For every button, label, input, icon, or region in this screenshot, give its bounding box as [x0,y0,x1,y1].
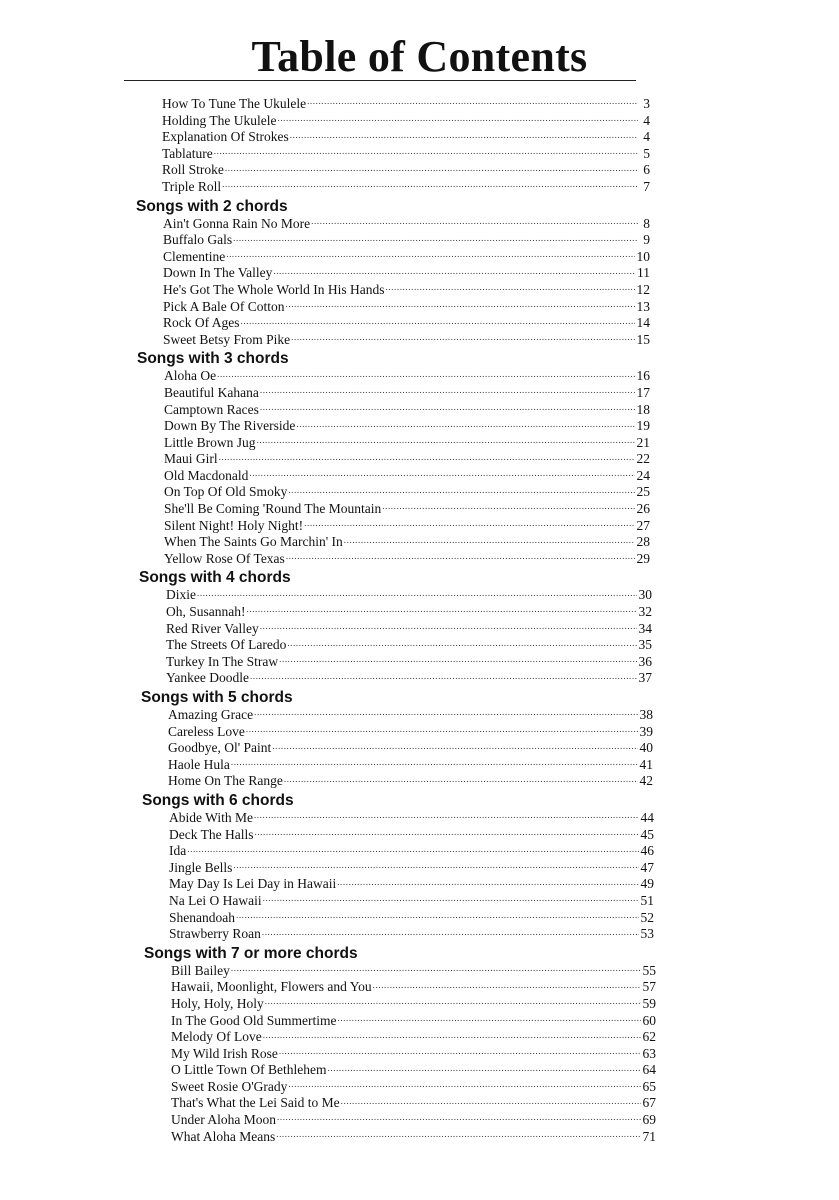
toc-entry [166,637,652,654]
entry-page-number: 8 [643,215,650,231]
toc-entry [162,146,650,163]
toc-entry [163,216,650,233]
entry-title: Na Lei O Hawaii [169,892,262,908]
dot-leader [337,877,638,888]
entry-title: Down By The Riverside [164,418,296,434]
entry-title: On Top Of Old Smoky [164,484,288,500]
entry-page-number: 53 [640,926,654,942]
dot-leader [217,369,634,380]
entry-title: Silent Night! Holy Night! [164,517,304,533]
toc-entry [164,468,650,485]
entry-page-number: 65 [642,1078,656,1094]
dot-leader [272,741,637,752]
entry-page-number: 41 [639,756,653,772]
entry-page-number: 39 [639,723,653,739]
entry-title: Haole Hula [168,756,230,772]
dot-leader [260,386,635,397]
entry-title: Jingle Bells [169,859,233,875]
entry-title: When The Saints Go Marchin' In [164,534,343,550]
dot-leader [254,708,637,719]
toc-entry [162,96,650,113]
dot-leader [246,725,638,736]
entry-page-number: 4 [643,129,650,145]
dot-leader [263,894,639,905]
toc-entry [162,179,650,196]
toc-entry [169,876,654,893]
toc-entry [164,385,650,402]
toc-entry [166,604,652,621]
entry-page-number: 19 [636,418,650,434]
entry-page-number: 36 [638,653,652,669]
dot-leader [260,622,637,633]
toc-entry [171,963,656,980]
intro-group [162,96,650,196]
entry-title: Triple Roll [162,178,222,194]
entry-title: Amazing Grace [168,707,254,722]
entry-page-number: 21 [636,434,650,450]
entry-page-number: 59 [642,995,656,1011]
dot-leader [231,964,641,975]
entry-page-number: 44 [640,809,654,825]
dot-leader [214,147,638,158]
dot-leader [304,519,634,530]
toc-entry [171,1095,656,1112]
toc-entry [168,724,653,741]
entry-page-number: 62 [642,1029,656,1045]
dot-leader [236,911,639,922]
dot-leader [279,1047,641,1058]
entry-title: Turkey In The Straw [166,653,279,669]
entry-title: Sweet Betsy From Pike [163,331,291,347]
entry-title: Maui Girl [164,451,218,467]
toc-entry [163,299,650,316]
table-of-contents [0,96,839,1145]
entry-title: My Wild Irish Rose [171,1045,278,1061]
entry-page-number: 9 [643,232,650,248]
toc-entry [163,249,650,266]
toc-entry [171,979,656,996]
toc-entry [164,484,650,501]
section-entries [164,368,650,567]
dot-leader [219,452,635,463]
entry-title: Red River Valley [166,620,259,636]
entry-title: Little Brown Jug [164,434,256,450]
dot-leader [337,1014,640,1025]
toc-entry [164,518,650,535]
entry-title: In The Good Old Summertime [171,1012,337,1028]
section-entries [166,587,652,687]
section-7-or-more-chords [0,945,839,1146]
dot-leader [222,180,638,191]
entry-page-number: 3 [643,96,650,111]
toc-entry [168,740,653,757]
entry-page-number: 42 [639,773,653,789]
entry-title: Under Aloha Moon [171,1112,276,1128]
dot-leader [290,130,638,141]
entry-page-number: 52 [640,909,654,925]
entry-title: Home On The Range [168,773,283,789]
entry-page-number: 16 [636,368,650,384]
dot-leader [373,980,641,991]
entry-title: Aloha Oe [164,368,217,384]
section-heading: Songs with 7 or more chords [144,944,358,962]
toc-entry [168,773,653,790]
section-entries [168,707,653,790]
page-title: Table of Contents [251,32,588,81]
dot-leader [265,997,641,1008]
entry-title: Holy, Holy, Holy [171,995,264,1011]
entry-title: Tablature [162,145,213,161]
dot-leader [277,114,638,125]
entry-page-number: 45 [640,826,654,842]
entry-page-number: 27 [636,517,650,533]
dot-leader [382,502,634,513]
toc-entry [164,368,650,385]
dot-leader [287,638,636,649]
entry-title: Strawberry Roan [169,926,261,942]
toc-entry [166,654,652,671]
entry-page-number: 13 [636,298,650,314]
section-5-chords [0,689,839,790]
toc-entry [166,587,652,604]
entry-page-number: 49 [640,876,654,892]
entry-page-number: 37 [638,670,652,686]
dot-leader [225,163,638,174]
dot-leader [307,97,638,108]
entry-page-number: 17 [636,384,650,400]
entry-title: Dixie [166,587,196,603]
toc-entry [163,315,650,332]
toc-entry [164,501,650,518]
entry-page-number: 69 [642,1112,656,1128]
section-4-chords [0,569,839,687]
entry-page-number: 24 [636,467,650,483]
entry-title: Deck The Halls [169,826,254,842]
entry-page-number: 14 [636,315,650,331]
dot-leader [254,811,639,822]
section-entries [163,216,650,349]
entry-page-number: 32 [638,604,652,620]
entry-title: Rock Of Ages [163,315,240,331]
entry-page-number: 55 [642,962,656,978]
dot-leader [226,250,634,261]
dot-leader [286,552,635,563]
entry-page-number: 71 [642,1128,656,1144]
entry-title: He's Got The Whole World In His Hands [163,281,385,297]
entry-page-number: 28 [636,534,650,550]
dot-leader [276,1130,640,1141]
entry-title: Old Macdonald [164,467,249,483]
dot-leader [263,1030,641,1041]
entry-page-number: 51 [640,892,654,908]
entry-title: Down In The Valley [163,265,273,281]
entry-page-number: 15 [636,331,650,347]
dot-leader [233,233,638,244]
dot-leader [233,861,638,872]
toc-entry [164,451,650,468]
entry-title: She'll Be Coming 'Round The Mountain [164,501,382,517]
dot-leader [328,1063,641,1074]
dot-leader [187,844,638,855]
entry-title: Clementine [163,248,226,264]
entry-title: Careless Love [168,723,245,739]
entry-page-number: 40 [639,740,653,756]
section-heading: Songs with 5 chords [141,689,293,706]
entry-page-number: 18 [636,401,650,417]
section-6-chords [0,792,839,943]
toc-entry [169,893,654,910]
toc-entry [171,1046,656,1063]
toc-entry [171,996,656,1013]
entry-page-number: 7 [643,178,650,194]
dot-leader [341,1096,641,1107]
entry-page-number: 34 [638,620,652,636]
toc-entry [164,534,650,551]
dot-leader [277,1113,641,1124]
entry-title: That's What the Lei Said to Me [171,1095,340,1111]
toc-entry [171,1079,656,1096]
entry-page-number: 11 [637,265,650,281]
title-divider [124,80,636,81]
entry-page-number: 10 [636,248,650,264]
toc-entry [162,113,650,130]
dot-leader [231,758,638,769]
dot-leader [288,485,634,496]
entry-title: The Streets Of Laredo [166,637,287,653]
toc-entry [171,1013,656,1030]
entry-title: How To Tune The Ukulele [162,96,307,111]
entry-page-number: 26 [636,501,650,517]
entry-page-number: 29 [636,550,650,566]
entry-title: Beautiful Kahana [164,384,259,400]
toc-entry [164,435,650,452]
entry-title: Camptown Races [164,401,259,417]
entry-page-number: 67 [642,1095,656,1111]
entry-title: Melody Of Love [171,1029,262,1045]
toc-entry [169,860,654,877]
toc-entry [171,1112,656,1129]
toc-entry [163,232,650,249]
entry-title: Oh, Susannah! [166,604,246,620]
entry-page-number: 57 [642,979,656,995]
section-entries [169,810,654,943]
toc-entry [166,670,652,687]
toc-entry [168,757,653,774]
entry-title: Goodbye, Ol' Paint [168,740,272,756]
toc-entry [164,551,650,568]
entry-page-number: 25 [636,484,650,500]
toc-entry [169,827,654,844]
toc-entry [163,265,650,282]
toc-entry [171,1029,656,1046]
entry-title: Ida [169,843,187,859]
entry-title: Abide With Me [169,809,253,825]
entry-page-number: 4 [643,112,650,128]
entry-page-number: 22 [636,451,650,467]
dot-leader [296,419,634,430]
dot-leader [247,605,637,616]
section-entries [171,963,656,1146]
toc-entry [164,402,650,419]
entry-title: May Day Is Lei Day in Hawaii [169,876,337,892]
dot-leader [257,436,635,447]
entry-title: Shenandoah [169,909,235,925]
entry-page-number: 63 [642,1045,656,1061]
entry-page-number: 30 [638,587,652,603]
entry-title: Sweet Rosie O'Grady [171,1078,288,1094]
toc-entry [171,1062,656,1079]
dot-leader [254,828,638,839]
toc-entry [162,162,650,179]
entry-title: Hawaii, Moonlight, Flowers and You [171,979,372,995]
entry-page-number: 47 [640,859,654,875]
entry-title: Buffalo Gals [163,232,233,248]
entry-title: Pick A Bale Of Cotton [163,298,285,314]
section-heading: Songs with 3 chords [137,350,289,368]
section-heading: Songs with 4 chords [139,569,291,587]
entry-title: Roll Stroke [162,162,224,178]
dot-leader [273,266,635,277]
toc-entry [162,129,650,146]
toc-entry [168,707,653,724]
entry-title: Yankee Doodle [166,670,249,686]
toc-entry [169,810,654,827]
toc-entry [169,843,654,860]
dot-leader [260,403,635,414]
dot-leader [311,217,638,228]
section-2-chords [0,198,839,349]
toc-entry [163,332,650,349]
dot-leader [249,469,634,480]
entry-title: Holding The Ukulele [162,112,277,128]
entry-title: O Little Town Of Bethlehem [171,1062,327,1078]
dot-leader [344,535,635,546]
entry-page-number: 46 [640,843,654,859]
toc-entry [166,621,652,638]
dot-leader [288,1080,640,1091]
dot-leader [291,333,634,344]
dot-leader [286,300,635,311]
dot-leader [279,655,636,666]
entry-page-number: 60 [642,1012,656,1028]
dot-leader [197,588,637,599]
entry-page-number: 12 [636,281,650,297]
section-heading: Songs with 2 chords [136,197,288,215]
entry-page-number: 64 [642,1062,656,1078]
toc-entry [164,418,650,435]
entry-title: Yellow Rose Of Texas [164,550,285,566]
toc-entry [169,910,654,927]
entry-page-number: 6 [643,162,650,178]
dot-leader [250,671,637,682]
entry-page-number: 5 [643,145,650,161]
entry-title: Explanation Of Strokes [162,129,289,145]
entry-title: Bill Bailey [171,962,230,978]
entry-title: What Aloha Means [171,1128,276,1144]
entry-page-number: 38 [639,707,653,722]
dot-leader [241,316,635,327]
entry-title: Ain't Gonna Rain No More [163,215,311,231]
section-heading: Songs with 6 chords [142,791,294,809]
toc-entry [171,1129,656,1146]
dot-leader [262,927,639,938]
entry-page-number: 35 [638,637,652,653]
toc-entry [169,926,654,943]
dot-leader [385,283,634,294]
section-3-chords [0,350,839,567]
dot-leader [284,774,638,785]
toc-entry [163,282,650,299]
